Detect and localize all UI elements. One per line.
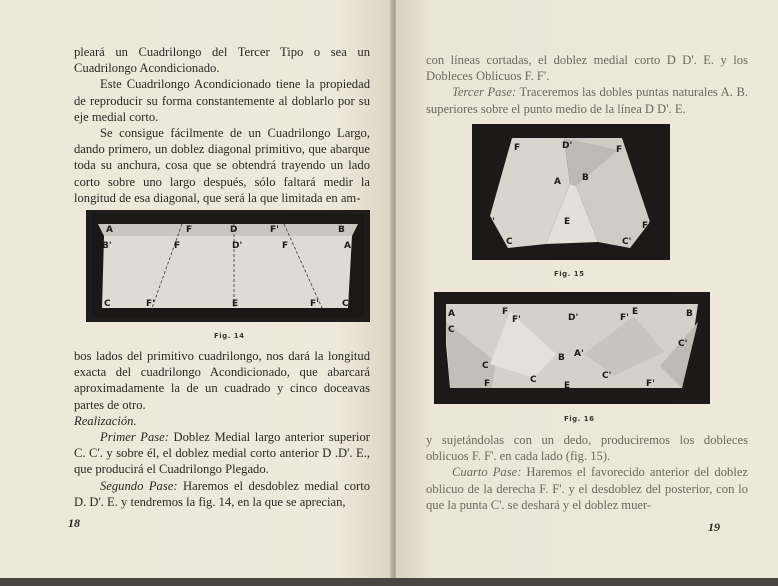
primer-pase-label: Primer Pase: bbox=[100, 430, 169, 445]
fig14-label-F-prime-top: F' bbox=[270, 225, 279, 235]
fig14-label-F-top-left: F bbox=[186, 225, 193, 235]
fig14-label-E: E bbox=[232, 299, 239, 309]
tercer-pase-label: Tercer Pase: bbox=[452, 85, 517, 100]
segundo-pase bbox=[74, 478, 370, 510]
fig14-label-F-prime-bottom-left: F' bbox=[146, 299, 155, 309]
fig14-label-B-prime: B' bbox=[102, 241, 112, 251]
fig14-label-B: B bbox=[338, 225, 345, 235]
figure-14-illustration bbox=[86, 210, 370, 322]
fig16-label-E-top: E bbox=[632, 307, 639, 317]
fig16-label-F-prime-br: F' bbox=[646, 379, 655, 389]
left-paragraph-2: Este Cuadrilongo Acondicionado tiene la propiedad de reproducir su forma constantemente al doblarlo por su eje medial corto. bbox=[74, 77, 370, 124]
fig15-label-F-tl: F bbox=[514, 143, 521, 153]
cuarto-pase-label: Cuarto Pase: bbox=[452, 465, 522, 480]
fig16-label-A-prime: A' bbox=[574, 349, 584, 359]
figure-14 bbox=[86, 210, 370, 322]
figure-14-caption: Fig. 14 bbox=[214, 332, 245, 340]
page-number-left: 18 bbox=[68, 516, 80, 530]
fig15-label-F-prime-l: F' bbox=[486, 217, 495, 227]
fig16-label-F-prime-l: F' bbox=[512, 315, 521, 325]
fig15-label-C: C bbox=[506, 237, 513, 247]
fig16-label-C-prime-b: C' bbox=[602, 371, 612, 381]
left-paragraph-1: pleará un Cuadrilongo del Tercer Tipo o sea un Cuadrilongo Acondicionado. bbox=[74, 45, 370, 76]
figure-15-illustration bbox=[472, 124, 670, 260]
fig16-label-B: B bbox=[686, 309, 693, 319]
page-number-right: 19 bbox=[708, 520, 720, 534]
fig16-label-F-prime: F' bbox=[620, 313, 629, 323]
fig16-label-A: A bbox=[448, 309, 455, 319]
primer-pase bbox=[74, 429, 370, 478]
cuarto-pase-text: Haremos el favorecido anterior del doblez oblicuo de la derecha F. F'. y el desdoblez del posterior, con lo que la punta C'. se deshará y el doblez muer- bbox=[426, 465, 748, 512]
right-page bbox=[396, 0, 778, 586]
fig14-label-D: D bbox=[230, 225, 238, 235]
figure-16 bbox=[434, 292, 710, 404]
cuarto-pase bbox=[426, 464, 748, 513]
fig16-label-D-prime: D' bbox=[568, 313, 579, 323]
figure-15-caption: Fig. 15 bbox=[554, 270, 585, 278]
fig15-label-C-prime: C' bbox=[622, 237, 632, 247]
fig15-label-E: E bbox=[564, 217, 571, 227]
fig14-label-A: A bbox=[106, 225, 113, 235]
fig16-label-B-mid: B bbox=[558, 353, 565, 363]
fig16-label-F: F bbox=[502, 307, 509, 317]
fig16-label-C: C bbox=[482, 361, 489, 371]
fig15-label-B: B bbox=[582, 173, 589, 183]
fig15-label-D-prime: D' bbox=[562, 141, 573, 151]
right-text-bottom bbox=[426, 432, 748, 513]
fig14-label-F-right: F bbox=[282, 241, 289, 251]
segundo-pase-text: Haremos el desdoblez medial corto D. D'. E. y tendremos la fig. 14, en la que se aprecian, bbox=[74, 478, 370, 509]
fig16-label-F-bottom-l: F bbox=[484, 379, 491, 389]
segundo-pase-label: Segundo Pase: bbox=[100, 478, 178, 493]
right-paragraph-1: con líneas cortadas, el doblez medial corto D D'. E. y los Dobleces Oblicuos F. F'. bbox=[426, 53, 748, 84]
realizacion-heading: Realización. bbox=[74, 413, 137, 428]
fig16-label-E: E bbox=[564, 381, 571, 391]
fig16-label-C-tl: C bbox=[448, 325, 455, 335]
fig14-label-A-prime: A' bbox=[344, 241, 354, 251]
right-paragraph-2: y sujetándolas con un dedo, produciremos los dobleces oblicuos F. F'. en cada lado (fig. 15). bbox=[426, 433, 748, 464]
fig14-label-D-prime: D' bbox=[232, 241, 243, 251]
tercer-pase bbox=[426, 84, 748, 116]
figure-16-illustration bbox=[434, 292, 710, 404]
fig15-label-F-tr: F bbox=[616, 145, 623, 155]
fig16-label-C-prime-r: C' bbox=[678, 339, 688, 349]
fig14-label-F-prime-bottom-right: F' bbox=[310, 299, 319, 309]
fig14-label-C: C bbox=[104, 299, 111, 309]
fig16-label-C-bottom: C bbox=[530, 375, 537, 385]
primer-pase-text: Doblez Medial largo anterior superior C. C'. y sobre él, el doblez medial corto anterior D .D'. E., que producirá el Cuadrilongo Plegado. bbox=[74, 430, 370, 477]
desk-edge bbox=[0, 578, 778, 586]
fig15-label-F-prime-r: F' bbox=[642, 221, 651, 231]
left-paragraph-4: bos lados del primitivo cuadrilongo, nos dará la longitud exacta del cuadrilongo Acondicionado, que abarcará aproximadamente la de un cuadrado y cinco doceavas partes de otro. bbox=[74, 349, 370, 412]
left-paragraph-3: Se consigue fácilmente de un Cuadrilongo Largo, dando primero, un doblez diagonal primitivo, que abarque toda su anchura, cosa que se obtendrá trayendo un lado corto sobre uno largo después, sólo faltará medir la longitud de esa diagonal, que será la que limitada en am- bbox=[74, 126, 370, 205]
figure-15 bbox=[472, 124, 670, 260]
figure-16-caption: Fig. 16 bbox=[564, 415, 595, 423]
tercer-pase-text: Traceremos las dobles puntas naturales A. B. superiores sobre el punto medio de la línea D D'. E. bbox=[426, 85, 748, 116]
right-text-top bbox=[426, 52, 748, 117]
fig14-label-F-left: F bbox=[174, 241, 181, 251]
left-text-bottom bbox=[74, 348, 370, 510]
fig15-label-A: A bbox=[554, 177, 561, 187]
fig14-label-C-prime: C' bbox=[342, 299, 352, 309]
left-text-top bbox=[74, 44, 370, 206]
